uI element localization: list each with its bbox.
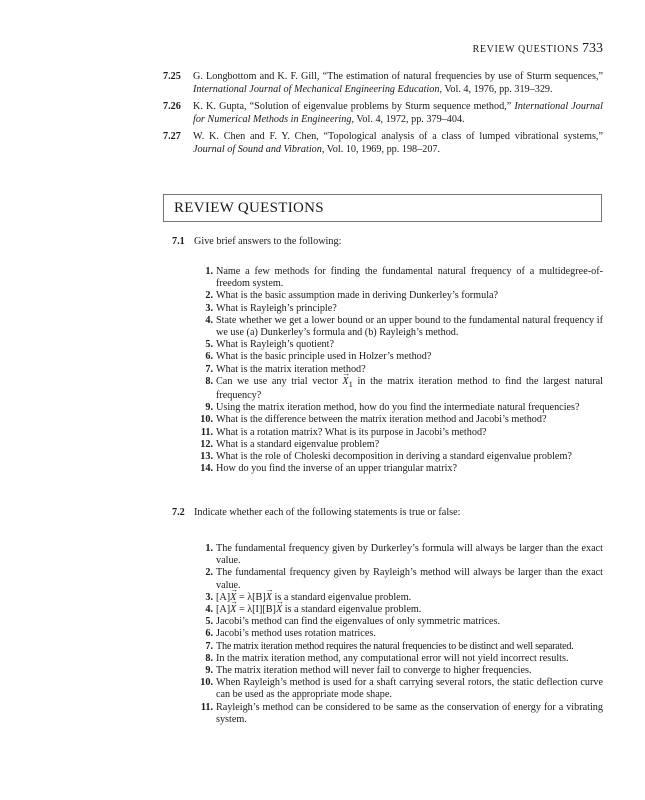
- vector-symbol: → X: [342, 376, 348, 388]
- page-number: 733: [582, 41, 603, 56]
- reference-number: 7.27: [163, 130, 181, 142]
- review-questions-heading: [163, 194, 602, 222]
- vector-symbol: → X: [266, 592, 272, 604]
- list-item: 14. How do you find the inverse of an upper triangular matrix?: [200, 463, 458, 475]
- list-item: 9. Using the matrix iteration method, how do you find the intermediate natural frequencies?: [205, 402, 580, 414]
- list-item: 12. What is a standard eigenvalue problem?: [200, 438, 380, 450]
- list-item: 11. What is a rotation matrix? What is its purpose in Jacobi’s method?: [200, 426, 487, 438]
- vector-symbol: → X: [230, 592, 236, 604]
- section-title: REVIEW QUESTIONS: [472, 44, 579, 55]
- vector-symbol: → X: [276, 604, 282, 616]
- running-header: [0, 42, 645, 62]
- list-item: 3. [A]→ X = λ[B]→ X is a standard eigenvalue problem.: [201, 592, 603, 604]
- list-item: 8. In the matrix iteration method, any computational error will not yield incorrect results.: [205, 652, 569, 664]
- list-item: 4. State whether we get a lower bound or an upper bound to the fundamental natural frequency if we use (a) Dunkerley’s formula and (b) Rayleigh’s method.: [205, 314, 603, 339]
- reference-list: [163, 70, 603, 160]
- list-item: 7. The matrix iteration method requires the natural frequencies to be distinct and well separated.: [205, 640, 574, 652]
- question-number: 7.2: [172, 507, 185, 518]
- list-item: 10. When Rayleigh’s method is used for a shaft carrying several rotors, the static deflection curve can be used as the appropriate mode shape.: [200, 677, 603, 701]
- list-item: 1. Name a few methods for finding the fundamental natural frequency of a multidegree-of-freedom system.: [205, 266, 603, 290]
- list-item: 6. What is the basic principle used in Holzer’s method?: [205, 351, 432, 363]
- heading-text: REVIEW QUESTIONS: [174, 200, 324, 216]
- reference-number: 7.26: [163, 100, 181, 112]
- question-7-2: [172, 506, 612, 519]
- list-item: 6. Jacobi’s method uses rotation matrices.: [205, 628, 376, 640]
- question-text: Indicate whether each of the following statements is true or false:: [194, 507, 461, 518]
- list-item: 11. Rayleigh’s method can be considered to be same as the conservation of energy for a vibrating system.: [200, 701, 603, 725]
- list-item: 10. What is the difference between the matrix iteration method and Jacobi’s method?: [200, 414, 547, 426]
- vector-symbol: → X: [230, 604, 236, 616]
- list-item: 3. What is Rayleigh’s principle?: [205, 302, 337, 314]
- question-7-1-list: [201, 266, 603, 475]
- journal-title: Journal of Sound and Vibration: [193, 144, 322, 156]
- list-item: 5. What is Rayleigh’s quotient?: [205, 339, 334, 351]
- list-item: 1. The fundamental frequency given by Durkerley’s formula will always be larger than the exact value.: [205, 543, 603, 567]
- journal-title: International Journal of Mechanical Engineering Education: [193, 84, 440, 96]
- reference-item: 7.26 K. K. Gupta, “Solution of eigenvalue problems by Sturm sequence method,” International Journal for Numerical Methods in Engineering, Vol. 4, 1972, pp. 379–404.: [163, 100, 603, 126]
- question-7-2-list: [201, 543, 603, 726]
- reference-item: 7.27 W. K. Chen and F. Y. Chen, “Topological analysis of a class of lumped vibrational systems,” Journal of Sound and Vibration, Vol. 10, 1969, pp. 198–207.: [163, 130, 603, 156]
- list-item: 13. What is the role of Choleski decomposition in deriving a standard eigenvalue problem?: [200, 451, 572, 463]
- list-item: 5. Jacobi’s method can find the eigenvalues of only symmetric matrices.: [205, 616, 501, 628]
- question-number: 7.1: [172, 236, 185, 247]
- question-text: Give brief answers to the following:: [194, 236, 342, 247]
- list-item: 4. [A]→ X = λ[I][B]→ X is a standard eigenvalue problem.: [201, 604, 603, 616]
- reference-item: 7.25 G. Longbottom and K. F. Gill, “The estimation of natural frequencies by use of Sturm sequences,” International Journal of Mechanical Engineering Education, Vol. 4, 1976, pp. 319–329.: [163, 71, 603, 96]
- list-item: 2. What is the basic assumption made in deriving Dunkerley’s formula?: [205, 290, 499, 302]
- list-item: 9. The matrix iteration method will never fail to converge to higher frequencies.: [205, 665, 532, 677]
- reference-number: 7.25: [163, 71, 181, 82]
- list-item: 2. The fundamental frequency given by Rayleigh’s method will always be larger than the exact value.: [205, 567, 603, 591]
- list-item: 7. What is the matrix iteration method?: [205, 363, 366, 375]
- journal-title: International Journal for Numerical Methods in Engineering: [193, 100, 603, 126]
- question-7-1: [172, 235, 612, 248]
- list-item: 8. Can we use any trial vector → $X_1$ in the matrix iteration method to find the largest natural frequency?: [201, 376, 603, 402]
